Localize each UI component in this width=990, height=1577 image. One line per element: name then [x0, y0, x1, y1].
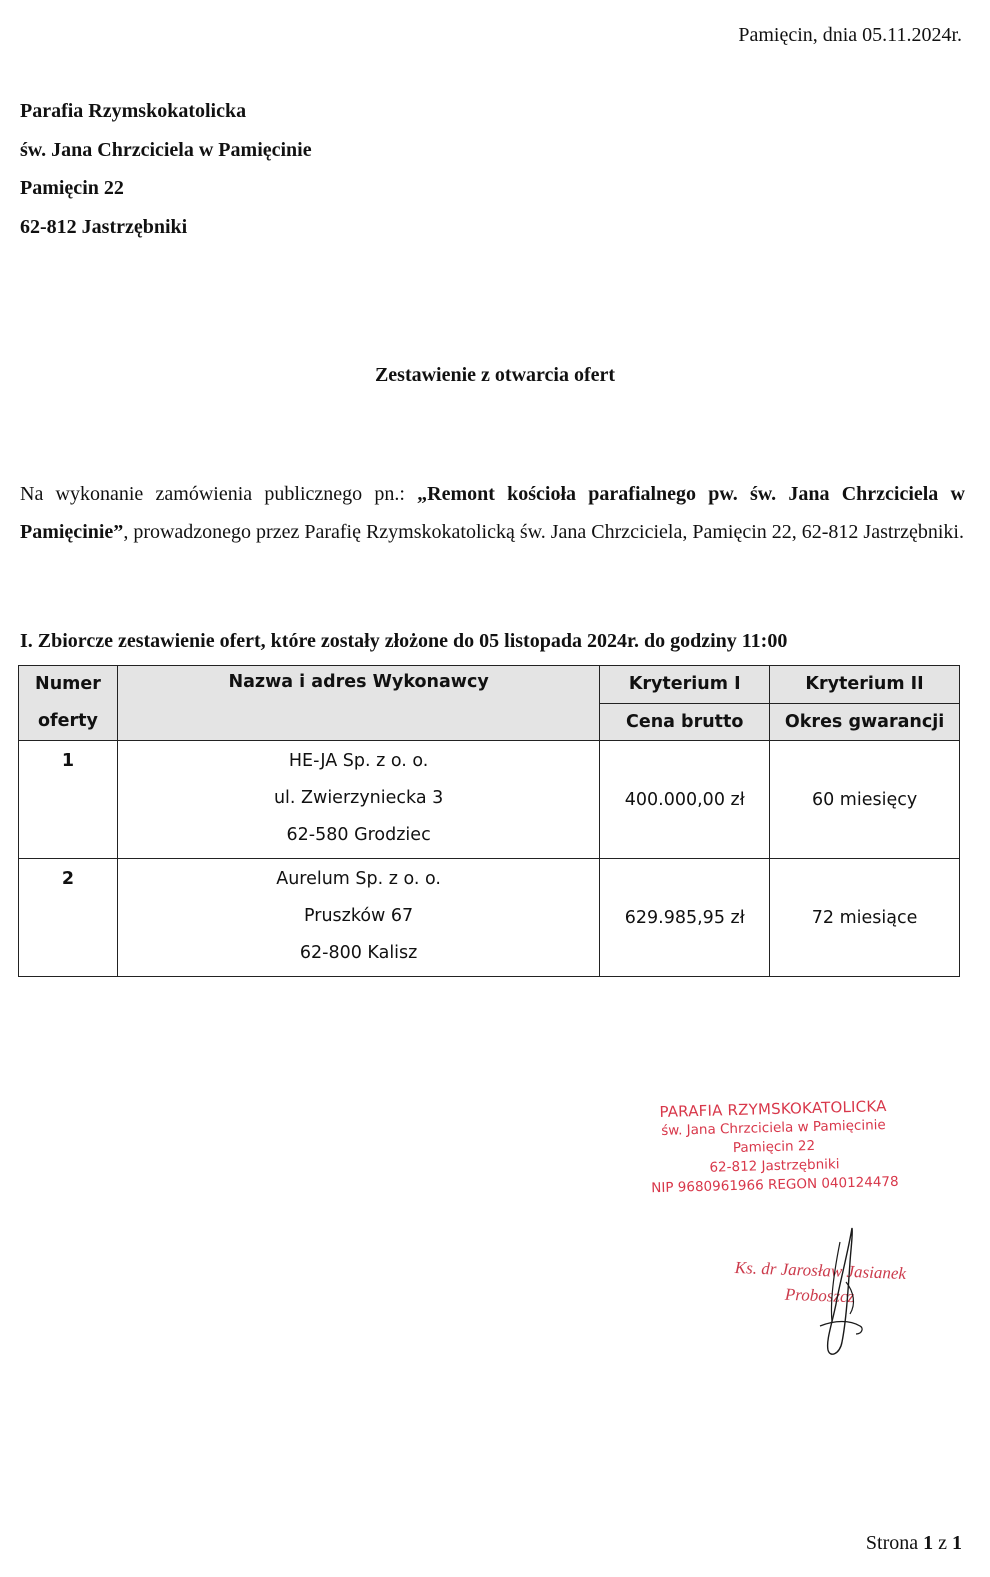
offer-number: 1	[19, 741, 118, 859]
header-number: Numer oferty	[19, 666, 118, 741]
offer-warranty: 72 miesiące	[770, 859, 960, 977]
header-criterion-1: Kryterium I	[600, 666, 770, 704]
contractor-street: ul. Zwierzyniecka 3	[273, 788, 444, 808]
contractor-city: 62-580 Grodziec	[286, 825, 431, 845]
handwritten-signature	[790, 1222, 880, 1362]
table-row	[19, 741, 960, 859]
sender-line: Pamięcin 22	[20, 177, 124, 199]
project-name: „Remont kościoła parafialnego pw. św. Jana Chrzciciela w Pamięcinie”	[20, 483, 965, 543]
offer-price: 400.000,00 zł	[600, 741, 770, 859]
sender-line: św. Jana Chrzciciela w Pamięcinie	[20, 138, 312, 161]
contractor-street: Pruszków 67	[304, 906, 414, 926]
contractor-name: Aurelum Sp. z o. o.	[276, 869, 441, 889]
header-warranty: Okres gwarancji	[770, 703, 960, 741]
stamp-line: NIP 9680961966 REGON 040124478	[651, 1173, 899, 1197]
intro-suffix: , prowadzonego przez Parafię Rzymskokatolicką św. Jana Chrzciciela, Pamięcin 22, 62-812 Jastrzębniki.	[123, 521, 964, 543]
contractor-name: HE-JA Sp. z o. o.	[288, 751, 429, 771]
header-price: Cena brutto	[600, 703, 770, 741]
stamp-line: św. Jana Chrzciciela w Pamięcinie	[661, 1117, 886, 1139]
table-row	[19, 859, 960, 977]
signatory-role: Proboszcz	[784, 1284, 855, 1307]
intro-prefix: Na wykonanie zamówienia publicznego pn.:	[20, 483, 418, 505]
document-title: Zestawienie z otwarcia ofert	[374, 364, 616, 386]
section-heading: I. Zbiorcze zestawienie ofert, które zostały złożone do 05 listopada 2024r. do godziny 11:00	[20, 630, 788, 652]
stamp-line: Pamięcin 22	[732, 1137, 816, 1157]
parish-stamp	[639, 1097, 909, 1199]
document-date: Pamięcin, dnia 05.11.2024r.	[738, 24, 962, 46]
offer-warranty: 60 miesięcy	[770, 741, 960, 859]
stamp-line: PARAFIA RZYMSKOKATOLICKA	[659, 1097, 887, 1121]
sender-line: 62-812 Jastrzębniki	[20, 215, 188, 238]
contractor-cell	[117, 741, 599, 859]
intro-paragraph	[20, 475, 965, 551]
offers-table	[18, 665, 960, 977]
page-number: Strona 1 z 1	[865, 1532, 962, 1554]
offer-number: 2	[19, 859, 118, 977]
table-header-row	[19, 666, 960, 704]
stamp-line: 62-812 Jastrzębniki	[709, 1156, 840, 1176]
contractor-cell	[117, 859, 599, 977]
signatory-name: Ks. dr Jarosław Jasianek	[734, 1258, 907, 1283]
header-criterion-2: Kryterium II	[770, 666, 960, 704]
contractor-city: 62-800 Kalisz	[299, 943, 418, 963]
sender-line: Parafia Rzymskokatolicka	[20, 100, 247, 122]
offer-price: 629.985,95 zł	[600, 859, 770, 977]
header-contractor: Nazwa i adres Wykonawcy	[117, 666, 599, 741]
sender-address	[20, 92, 312, 246]
